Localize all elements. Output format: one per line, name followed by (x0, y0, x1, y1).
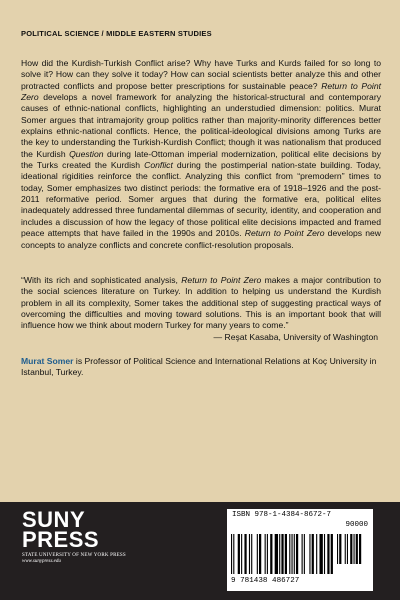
logo-press: PRESS (22, 527, 100, 552)
barcode-bar (319, 534, 322, 574)
barcode-number: 9 781438 486727 (231, 577, 300, 585)
suny-press-logo (22, 507, 126, 565)
book-description (21, 58, 381, 251)
endorsement-quote (21, 275, 381, 332)
barcode-bar (296, 534, 298, 574)
endorsement-attribution: — Reşat Kasaba, University of Washington (213, 332, 378, 342)
isbn-label: ISBN 978-1-4384-8672-7 (232, 511, 332, 519)
barcode-bar (345, 534, 346, 564)
barcode-bar (279, 534, 280, 574)
description-text: develops a novel framework for analyzing the historical-structural and contemporary causes of ethnic-national conflicts, highlighting an understudied dimension: politics. Murat Somer argues that intramajority group politics rather than majority-minority differences better explains ethnic-national conflicts. Hence, the political-ideological divisions among Turks are the key to understanding the Turkish-Kurdish Conflict; though it was nationalism that produced the Kurdish (21, 92, 381, 159)
barcode-bar (265, 534, 266, 574)
barcode-bar (259, 534, 261, 574)
barcode-bar (289, 534, 290, 574)
barcode-bar (270, 534, 272, 574)
barcode-bar (302, 534, 303, 574)
emphasis-question: Question (69, 148, 104, 159)
barcode-bar (231, 534, 232, 574)
barcode-bar (249, 534, 250, 574)
barcode-bar (312, 534, 314, 574)
description-text: during late-Ottoman imperial modernization, political elite decisions by the Turks created the Kurdish (21, 148, 381, 171)
barcode-bar (294, 534, 295, 574)
barcode-bar (354, 534, 355, 564)
barcode-bar (244, 534, 246, 574)
barcode-bar (324, 534, 325, 574)
barcode-bar (291, 534, 292, 574)
barcode-bar (339, 534, 341, 564)
barcode-bar (356, 534, 358, 564)
barcode-bar (238, 534, 240, 574)
barcode-bar (309, 534, 310, 574)
barcode-bar (337, 534, 338, 564)
price-code: 90000 (345, 521, 368, 529)
barcode-bar (331, 534, 333, 574)
publisher-full-name: STATE UNIVERSITY OF NEW YORK PRESS (22, 553, 126, 558)
isbn-barcode (227, 509, 373, 591)
book-title-italic: Return to Point Zero (21, 80, 381, 103)
author-bio-text: is Professor of Political Science and International Relations at Koç University in Istanbul, Turkey. (21, 356, 377, 378)
author-bio (21, 356, 381, 379)
barcode-bar (275, 534, 278, 574)
book-title-italic: Return to Point Zero (244, 228, 325, 239)
quote-text: “With its rich and sophisticated analysis, (21, 275, 182, 285)
ean-barcode-bars (231, 522, 333, 576)
barcode-bar (316, 534, 317, 574)
author-name: Murat Somer (21, 356, 74, 366)
barcode-bar (233, 534, 234, 574)
book-title-italic: Return to Point Zero (181, 275, 262, 285)
barcode-bar (267, 534, 268, 574)
barcode-bar (241, 534, 242, 574)
barcode-bar (347, 534, 348, 564)
description-text: How did the Kurdish-Turkish Conflict arise? Why have Turks and Kurds failed for so long to solve it? How can they solve it today? How can social scientists better analyze this and other protracted conflicts and propose better prescriptions for sustainable peace? (21, 58, 381, 91)
description-text: during the postimperial nation-state building. Today, ideational rigidities reinforce the conflict. Analyzing this conflict from “premodern” times to today, Somer emphasizes two distinct periods: the formative era of 1918–1926 and the post-2011 reformative period. Somer argues that during the formative era, political elites inadequately addressed three fundamental dilemmas of security, identity, and cooperation and includes a discussion of how the legacy of those political elite decisions impacted and framed peace attempts that have failed in the 1990s and 2010s. (21, 160, 381, 239)
emphasis-conflict: Conflict (144, 160, 173, 171)
description-text: develops new concepts to analyze conflicts and concrete conflict-resolution proposals. (21, 228, 382, 250)
category-label: POLITICAL SCIENCE / MIDDLE EASTERN STUDIES (21, 29, 212, 38)
quote-text: makes a major contribution to the social sciences literature on Turkey. In addition to helping us understand the Kurdish problem in all its complexity, Somer takes the additional step of suggesting practical ways of overcoming the difficulties and moving toward solutions. This is an important book that will influence how we think about modern Turkey for many years to come.” (21, 275, 381, 331)
barcode-bar (285, 534, 287, 574)
barcode-bar (350, 534, 352, 564)
publisher-website: www.sunypress.edu (22, 559, 61, 564)
logo-suny: SUNY (22, 507, 86, 532)
barcode-bar (304, 534, 305, 574)
barcode-bar (281, 534, 283, 574)
barcode-bar (327, 534, 329, 574)
barcode-bar (251, 534, 252, 574)
barcode-bar (359, 534, 361, 564)
barcode-bar (257, 534, 258, 574)
